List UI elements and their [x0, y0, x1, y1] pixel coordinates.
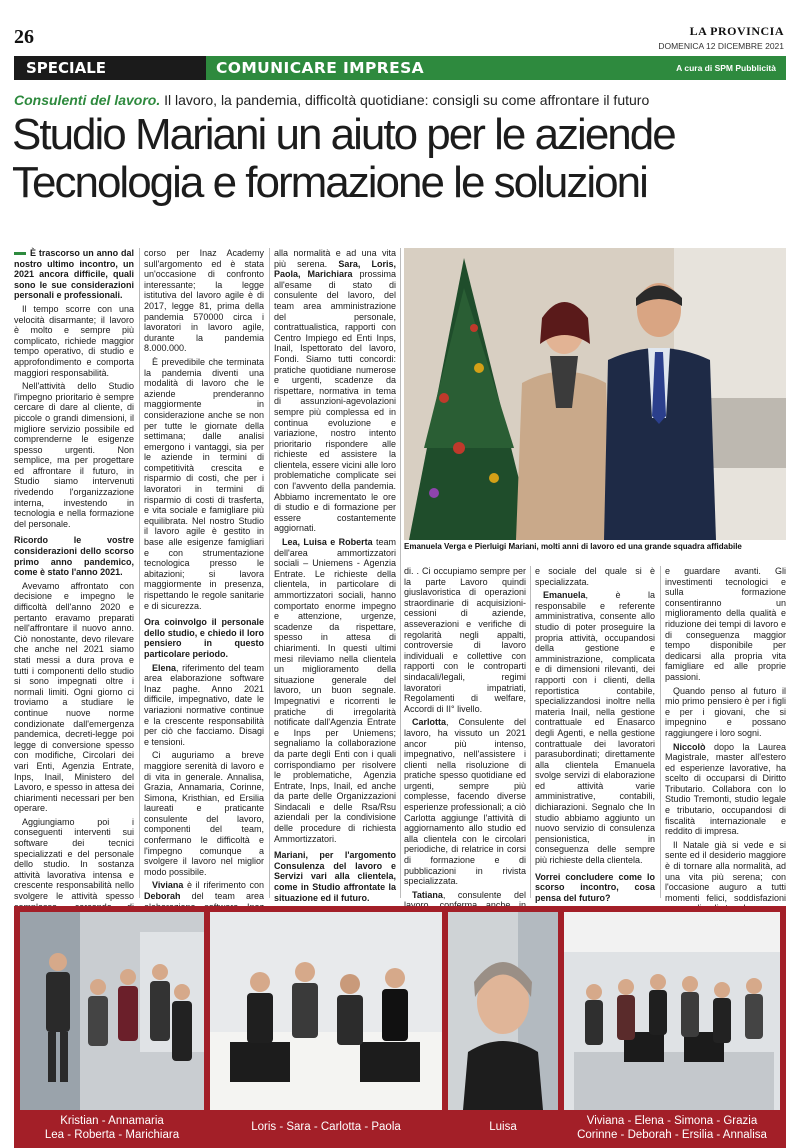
article-column-4: [404, 566, 526, 898]
column-divider: [530, 566, 531, 898]
article-paragraph: È prevedibile che terminata la pandemia diventi una modalità di lavoro che le aziende prenderanno maggiormente in considerazione anche se non per tutte le giornate della settimana; dalle analisi emergono i vantaggi, sia per le aziende in termini di competitività crescita e risparmio di costi, che per i lavoratori in termini di risparmio di costi di trasferta, e vita sociale e famigliare più equilibrata. Nel nostro Studio il lavoro agile è gestito in base alle esigenze famigliari e con strumentazione tecnologica presso le abitazioni; si lavora maggiormente in presenza, rispettando le regole sanitarie e di sicurezza.: [144, 356, 264, 611]
article-paragraph: Viviana è il riferimento con Deborah del team area: [144, 880, 264, 902]
article-paragraph: Niccolò dopo la Laurea Magistrale, master all'estero ed esperienze lavorative, ha scelto di occuparsi di Diritto Tributario. Collabora con lo Studio Tremonti, studio legale e tributario, occupandosi di fiscalità internazionale e reddito di impresa.: [665, 741, 786, 837]
masthead: [658, 24, 784, 51]
photo-caption: Emanuela Verga e Pierluigi Mariani, molti anni di lavoro ed una grande squadra affidabile: [404, 542, 742, 551]
gallery-photo-2: [210, 912, 442, 1110]
article-paragraph: e guardare avanti. Gli investimenti tecnologici e sulla formazione consentiranno un miglioramento della qualità e riduzione dei tempi di lavoro e di conseguenza maggior tempo disponibile per dedicarsi alla propria vita famigliare ed alle proprie passioni.: [665, 566, 786, 682]
article-paragraph: di. . Ci occupiamo sempre per la parte Lavoro quindi giuslavoristica di operazioni straordinarie di acquisizioni-cessioni di aziende, asseverazioni e verifiche di regolarità negli appalti, controversie di lavoro individuali e collettive con rapporti con le controparti sindacali/legali, regimi lavoratori impatriati, Regolamenti di welfare, Accordi di II° livello.: [404, 566, 526, 714]
gallery-label-4: Viviana - Elena - Simona - Grazia Corinne - Deborah - Ersilia - Annalisa: [577, 1115, 767, 1141]
column-divider: [139, 248, 140, 898]
section-label: SPECIALE: [14, 56, 206, 80]
article-paragraph: Carlotta, Consulente del lavoro, ha vissuto un 2021 ancor più intenso, impegnativo, nell'assistere i clienti nella risoluzione di pratiche spesso quotidiane ed urgenti, sempre più complesse, facendo diverse esperienze professionali; a ciò Carlotta aggiunge l'attività di aggiornamento allo studio ed alla clientela con le circolari periodiche, di relatrice in corsi di formazione e di pubblicazioni in rivista specializzata.: [404, 717, 526, 887]
newspaper-name: LA PROVINCIA: [689, 24, 784, 38]
interview-question: Mariani, per l'argomento Consulenza del lavoro e Servizi vari alla clientela, come in Studio affrontate la situazione ed il futuro.: [274, 850, 396, 903]
article-paragraph: corso per Inaz Academy sull'argomento ed è stata un'occasione di confronto interessante; la legge istitutiva del lavoro agile è di 2017, legge 81, prima della pandemia 570000 circa i lavoratori in lavoro agile, durante la pandemia 8.000.000.: [144, 248, 264, 354]
article-paragraph: Ci auguriamo a breve maggiore serenità di lavoro e di vita in generale. Annalisa, Grazia, Annamaria, Corinne, Simona, Kristhian, ed Ersilia laureati e praticante consulente del lavoro, componenti del team, confermano le difficoltà e l'impegno comunque a svolgere il lavoro nel miglior modo possibile.: [144, 750, 264, 877]
article-paragraph: Lea, Luisa e Roberta team dell'area ammortizzatori sociali – Uniemens - Agenzia Entrate. Le richieste della clientela, in particolare di ammortizzatori sociali, hanno comportato enorme impegno e attenzione, urgenze, scadenze da rispettare, spesso in attesa di chiarimenti. In questi ultimi mesi rileviamo nella clientela un miglioramento della situazione generale del lavoro, un buon segnale. Impegnativi e ricorrenti le pratiche di irregolarità notificate dall'Agenzia Entrate e Inps per Uniemens; segnaliamo la collaborazione da parte degli Enti con i quali corrispondiamo per risolvere le problematiche, Agenzia Entrate, Inps, Inail, ed anche da parte delle Organizzazioni Sindacali e delle Rsa/Rsu aziendali per la condivisione delle procedure di richiesta Ammortizzatori.: [274, 537, 396, 844]
article-paragraph: Il tempo scorre con una velocità disarmante; il lavoro è molto e sempre più complicato, richiede maggior tempo operativo, di studio e approfondimento e comporta maggiori responsabilità.: [14, 303, 134, 378]
interview-question: Ora coinvolgo il personale dello studio, e chiedo il loro pensiero in questo particolare periodo.: [144, 617, 264, 659]
article-column-1: [14, 248, 134, 902]
article-paragraph: Il Natale già si vede e si sente ed il desiderio maggiore è di tornare alla normalità, ad una vita più serena; con l'occasione auguro a tutti momenti felici, soddisfazioni: [665, 839, 786, 903]
gallery-photo-4: [564, 912, 780, 1110]
headline-line-1: Studio Mariani un aiuto per le aziende: [12, 110, 675, 159]
kicker-label: Consulenti del lavoro.: [14, 92, 161, 108]
gallery-label-1: Kristian - Annamaria Lea - Roberta - Marichiara: [44, 1115, 180, 1141]
article-paragraph: Nell'attività dello Studio l'impegno prioritario è sempre cercare di dare al cliente, di piccole o grandi dimensioni, il migliore servizio possibile ed comprenderne le esigenze spesso urgenti. Non semplice, ma per progettare ed affrontare il futuro, in Studio siamo intervenuti rivedendo l'organizzazione interna, investendo in tecnologia e nella formazione del personale.: [14, 381, 134, 529]
article-paragraph: Avevamo affrontato con decisione e impegno le difficoltà dell'anno 2020 e pertanto eravamo preparati nell'affrontare il nuovo anno. Ciò nonostante, devo rilevare che anche nel 2021 siamo stati messi a dura prova e tutti i componenti dello studio si sono impegnati oltre i normali limiti. Ogni giorno ci troviamo a studiare le continue nuove norme condizionate dall'emergenza pandemica, decreti-legge poi legge di conversione spesso con modifiche, Circolari dei vari Enti, Agenzia Entrate, Inps, Inail, Ministero del Lavoro, e spesso in attesa dei chiarimenti necessari per ben operare.: [14, 580, 134, 814]
topic-title: COMUNICARE IMPRESA: [216, 59, 425, 77]
kicker-text: Il lavoro, la pandemia, difficoltà quotidiane: consigli su come affrontare il futuro: [160, 92, 650, 108]
article-paragraph: Emanuela, è la responsabile e referente amministrativa, consente allo studio di poter proseguire la propria attività, occupandosi della gestione e amministrazione, complicata e di dimensioni rilevanti, dei rapporti con i clienti, della reportistica contabile, specializzandosi inoltre nella materia Inail, nella gestione contrattuale ed Enasarco degli Agenti, e nella gestione contrattuale dei lavoratori parasubordinati; direttamente alla clientela Emanuela svolge servizi di elaborazione ed attività varie amministrative, contabili, dichiarazioni. Segnalo che In studio abbiamo aggiunto un nuovo servizio di consulenza pensionistica, in conseguenza delle sempre più richieste della clientela.: [535, 590, 655, 866]
article-paragraph: Quando penso al futuro il mio primo pensiero è per i figli e per i giovani, che si impegnino e possano raggiungere i loro sogni.: [665, 685, 786, 738]
article-column-6: [665, 566, 786, 903]
interview-question: Vorrei concludere come lo scorso incontro, cosa pensa del futuro?: [535, 871, 655, 903]
column-divider: [400, 248, 401, 898]
gallery-photo-3: [448, 912, 558, 1110]
gallery-label-3: Luisa: [489, 1121, 517, 1133]
article-column-5: [535, 566, 655, 903]
headline-line-2: Tecnologia e formazione le soluzioni: [12, 158, 647, 207]
article-column-3: [274, 248, 396, 903]
topic-bar: [206, 56, 786, 80]
credit-line: A cura di SPM Pubblicità: [676, 63, 776, 73]
main-photo-illustration: [404, 248, 786, 540]
article-paragraph: Elena, riferimento del team area elaborazione software Inaz paghe. Anno 2021 difficile, impegnativo, date le variazioni normative continue e la crescente responsabilità per ciò che facciamo. Disagi e tensioni.: [144, 662, 264, 747]
article-paragraph: Tatiana, consulente del: [412, 889, 526, 900]
headline: [12, 111, 788, 207]
kicker: [14, 92, 786, 108]
page-number: 26: [14, 26, 34, 48]
article-paragraph: Aggiungiamo poi i conseguenti interventi sui software dei tecnici specializzati e del personale dello studio. In sostanza attività lavorativa intensa e crescente responsabilità nello svolgere le attività spesso: [14, 816, 134, 902]
section-bar: [14, 56, 786, 80]
article-paragraph: alla normalità e ad una vita più serena. Sara, Loris, Paola, Marichiara prossima all'esame di stato di consulente del lavoro, del team area amministrazione del personale, contrattualistica, rapporti con Centro Impiego ed Enti Inps, Inail, Ispettorato del lavoro, Fondi. Siamo tutti concordi: pratiche quotidiane numerose e urgenti, scadenze da rispettare, normativa in tema di assunzioni-agevolazioni sempre più complessa ed in continua evoluzione e variazione, nostro intento prioritario rispondere alle richieste ed assistere la clientela, essere vicini alle loro problematiche complicate sei con l'avvento della pandemia. Abbiamo incrementato le ore di studio e di formazione per essere costantemente aggiornati.: [274, 248, 396, 534]
article-paragraph: È trascorso un anno dal nostro ultimo incontro, un 2021 ancora difficile, quali sono le sue considerazioni personali e professionali.: [14, 248, 134, 301]
column-divider: [660, 566, 661, 898]
lead-marker: [14, 252, 26, 255]
column-divider: [269, 248, 270, 898]
article-paragraph: e sociale del quale si è specializzata.: [535, 566, 655, 587]
main-photo: [404, 248, 786, 540]
interview-question: Ricordo le vostre considerazioni dello scorso primo anno pandemico, come è stato l'anno 2021.: [14, 535, 134, 578]
article-column-2: [144, 248, 264, 902]
issue-date: DOMENICA 12 DICEMBRE 2021: [658, 41, 784, 51]
gallery-photo-1: [20, 912, 204, 1110]
team-gallery: [14, 906, 786, 1148]
gallery-label-2: Loris - Sara - Carlotta - Paola: [251, 1121, 401, 1133]
